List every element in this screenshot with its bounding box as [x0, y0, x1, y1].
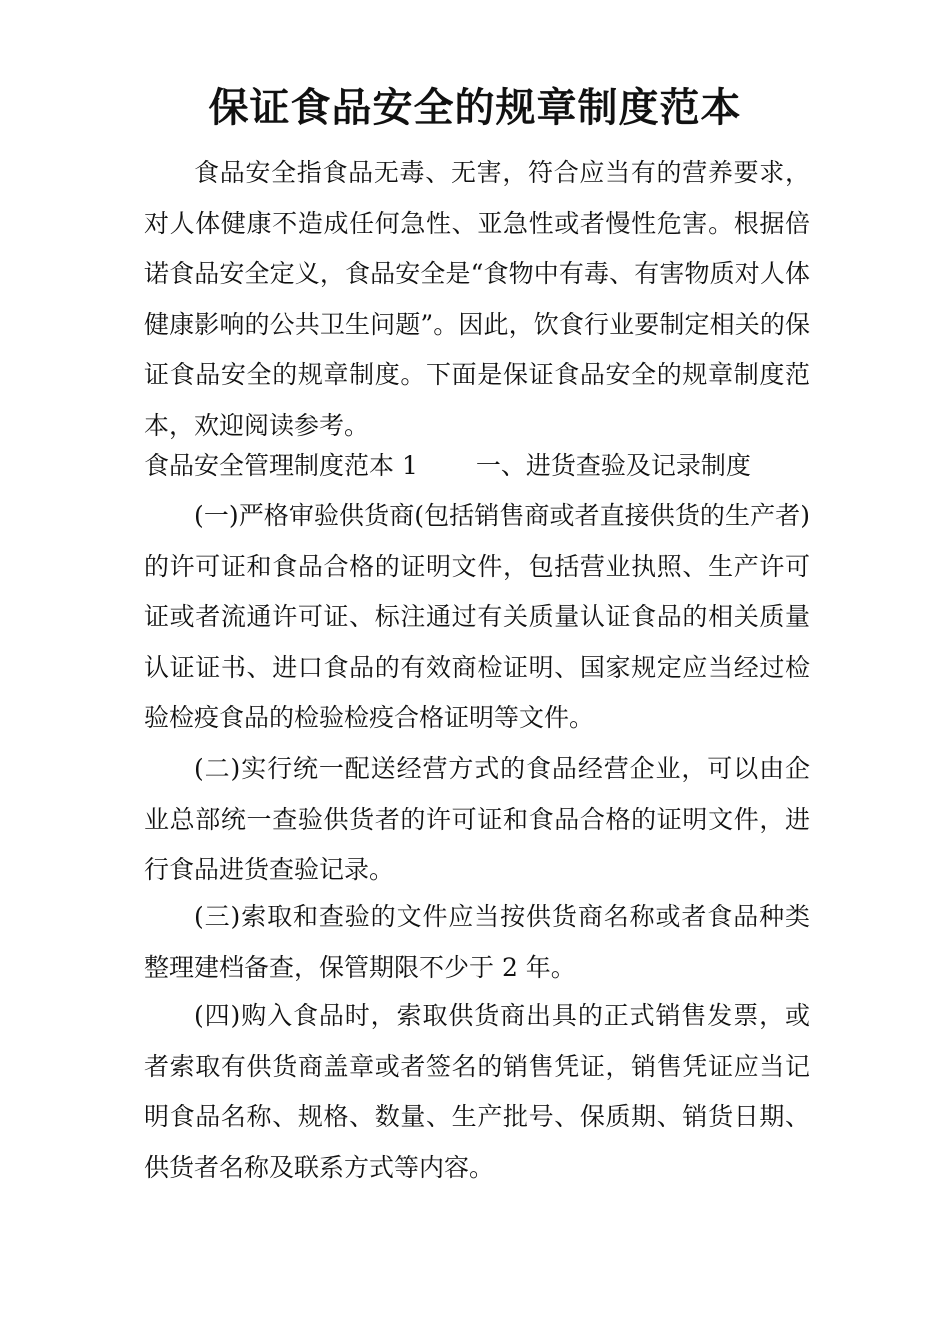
document-title: 保证食品安全的规章制度范本 — [208, 84, 742, 131]
paragraph-2: (二)实行统一配送经营方式的食品经营企业，可以由企业总部统一查验供货者的许可证和食品合格的证明文件，进行食品进货查验记录。 — [144, 754, 810, 884]
section-heading: 一、进货查验及记录制度 — [475, 451, 751, 480]
paragraph-4: (四)购入食品时，索取供货商出具的正式销售发票，或者索取有供货商盖章或者签名的销售凭证，销售凭证应当记明食品名称、规格、数量、生产批号、保质期、销货日期、供货者名称及联系方式等内容。 — [144, 1001, 810, 1182]
paragraph-3: (三)索取和查验的文件应当按供货商名称或者食品种类整理建档备查，保管期限不少于 2 年。 — [144, 902, 810, 982]
paragraph-1: (一)严格审验供货商(包括销售商或者直接供货的生产者)的许可证和食品合格的证明文件，包括营业执照、生产许可证或者流通许可证、标注通过有关质量认证食品的相关质量认证证书、进口食品的有效商检证明、国家规定应当经过检验检疫食品的检验检疫合格证明等文件。 — [144, 501, 810, 732]
intro-paragraph: 食品安全指食品无毒、无害，符合应当有的营养要求，对人体健康不造成任何急性、亚急性或者慢性危害。根据倍诺食品安全定义，食品安全是“食物中有毒、有害物质对人体健康影响的公共卫生问题”。因此，饮食行业要制定相关的保证食品安全的规章制度。下面是保证食品安全的规章制度范本，欢迎阅读参考。 — [144, 158, 810, 440]
section-label: 食品安全管理制度范本 1 — [144, 451, 418, 480]
section-heading-line — [144, 441, 810, 491]
